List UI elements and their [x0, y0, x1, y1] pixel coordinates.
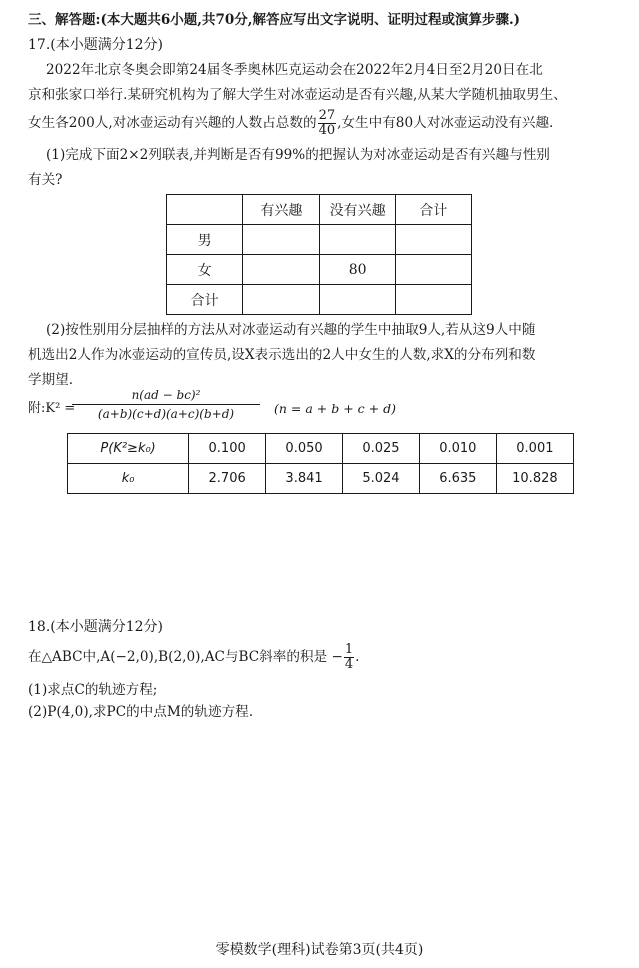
table-cell: P(K²≥k₀) — [68, 434, 189, 464]
q17-part2-line3: 学期望. — [28, 372, 74, 388]
page-footer: 零模数学(理科)试卷第3页(共4页) — [215, 942, 424, 958]
q18-stem-post: . — [355, 649, 360, 665]
table-cell: k₀ — [68, 464, 189, 494]
table-cell: 3.841 — [266, 464, 343, 494]
table-cell — [320, 225, 395, 255]
table-cell: 0.100 — [189, 434, 266, 464]
table-cell: 0.010 — [419, 434, 496, 464]
table-cell: 女 — [167, 255, 243, 285]
k2-formula — [72, 388, 260, 421]
table-cell: 0.050 — [266, 434, 343, 464]
q17-part2-line1: (2)按性别用分层抽样的方法从对冰壶运动有兴趣的学生中抽取9人,若从这9人中随 — [46, 322, 536, 338]
table-row — [167, 255, 472, 285]
table-cell: 2.706 — [189, 464, 266, 494]
q18-part1: (1)求点C的轨迹方程; — [28, 682, 158, 698]
table-cell — [395, 255, 471, 285]
q18-part2: (2)P(4,0),求PC的中点M的轨迹方程. — [28, 704, 254, 720]
table-cell — [243, 225, 320, 255]
critical-value-table — [67, 433, 574, 494]
table-cell — [395, 285, 471, 315]
contingency-table — [166, 194, 472, 315]
q17-number: 17.(本小题满分12分) — [28, 37, 164, 53]
table-cell: 80 — [320, 255, 395, 285]
fraction-denominator: 40 — [318, 123, 336, 138]
formula-note: (n = a + b + c + d) — [274, 401, 396, 416]
q17-para-line3 — [28, 108, 553, 138]
table-row — [68, 464, 574, 494]
q17-para-line1: 2022年北京冬奥会即第24届冬季奥林匹克运动会在2022年2月4日至2月20日在北 — [46, 62, 543, 78]
fraction-numerator: 1 — [344, 642, 354, 657]
table-row — [68, 434, 574, 464]
fraction-denominator: 4 — [344, 657, 354, 672]
table-cell — [167, 195, 243, 225]
section-heading: 三、解答题:(本大题共6小题,共70分,解答应写出文字说明、证明过程或演算步骤.) — [28, 12, 521, 28]
table-cell — [243, 255, 320, 285]
table-row — [167, 195, 472, 225]
table-cell — [395, 225, 471, 255]
table-row — [167, 225, 472, 255]
table-cell — [320, 285, 395, 315]
q17-para-line2: 京和张家口举行.某研究机构为了解大学生对冰壶运动是否有兴趣,从某大学随机抽取男生、 — [28, 87, 567, 103]
table-cell — [243, 285, 320, 315]
q17-para-line3-pre: 女生各200人,对冰壶运动有兴趣的人数占总数的 — [28, 115, 317, 131]
fraction-numerator: 27 — [318, 108, 336, 123]
q17-part2-line2: 机选出2人作为冰壶运动的宣传员,设X表示选出的2人中女生的人数,求X的分布列和数 — [28, 347, 536, 363]
table-cell: 5.024 — [342, 464, 419, 494]
table-cell: 男 — [167, 225, 243, 255]
table-cell: 6.635 — [419, 464, 496, 494]
table-cell: 10.828 — [496, 464, 573, 494]
q17-para-line3-post: ,女生中有80人对冰壶运动没有兴趣. — [337, 115, 554, 131]
q17-part1-line2: 有关? — [28, 172, 63, 188]
appendix-label: 附:K² = — [28, 401, 76, 416]
table-row — [167, 285, 472, 315]
table-cell: 0.001 — [496, 434, 573, 464]
q18-stem-pre: 在△ABC中,A(−2,0),B(2,0),AC与BC斜率的积是 − — [28, 649, 343, 665]
formula-numerator: n(ad − bc)² — [72, 388, 260, 405]
table-cell: 没有兴趣 — [320, 195, 395, 225]
q18-number: 18.(本小题满分12分) — [28, 619, 164, 635]
fraction-1-4 — [344, 643, 354, 672]
formula-denominator: (a+b)(c+d)(a+c)(b+d) — [97, 407, 235, 421]
table-cell: 合计 — [395, 195, 471, 225]
table-cell: 0.025 — [342, 434, 419, 464]
q18-stem — [28, 642, 359, 672]
table-cell: 合计 — [167, 285, 243, 315]
q17-part1-line1: (1)完成下面2×2列联表,并判断是否有99%的把握认为对冰壶运动是否有兴趣与性别 — [46, 147, 550, 163]
fraction-27-40 — [318, 109, 337, 138]
table-cell: 有兴趣 — [243, 195, 320, 225]
